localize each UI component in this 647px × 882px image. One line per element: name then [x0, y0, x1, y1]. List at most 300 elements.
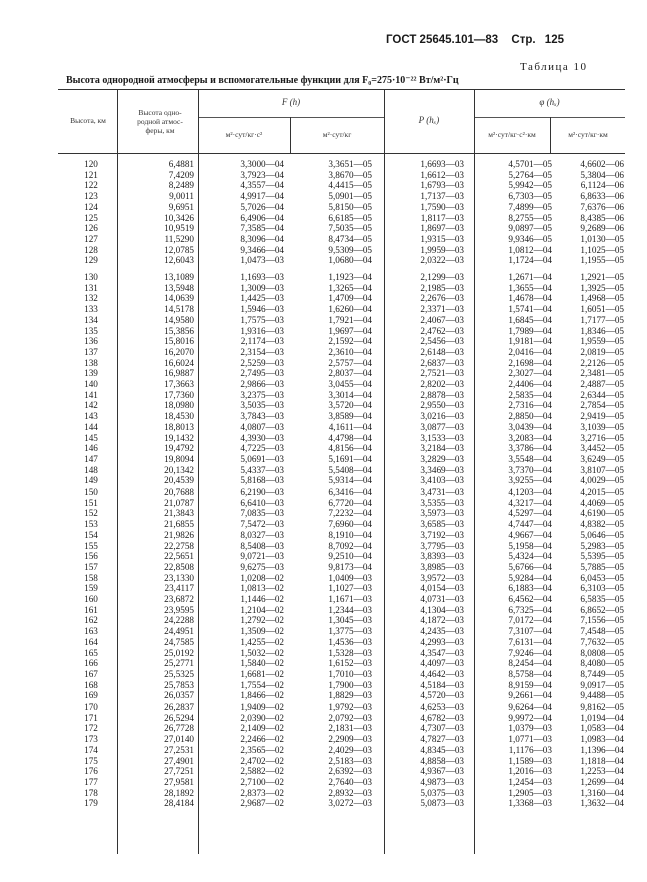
cell-p: 4,2435—03: [420, 626, 464, 637]
table-row: [0, 573, 647, 583]
cell-phi-1: 1,6845—04: [508, 314, 552, 325]
cell-phi-1: 8,9159—04: [508, 679, 552, 690]
cell-height: 151: [84, 497, 98, 508]
cell-height: 169: [84, 690, 98, 701]
cell-p: 1,7137—03: [420, 191, 464, 202]
cell-p: 2,9550—03: [420, 400, 464, 411]
cell-p: 5,0375—03: [420, 787, 464, 798]
cell-p: 4,5720—03: [420, 690, 464, 701]
cell-homogeneous-height: 26,2837: [164, 702, 194, 712]
cell-p: 2,3371—03: [420, 304, 464, 315]
cell-f-2: 3,0272—03: [328, 798, 372, 809]
cell-f-2: 1,7900—03: [328, 679, 372, 690]
cell-phi-1: 5,2764—05: [508, 169, 552, 180]
cell-f-1: 4,3557—04: [240, 180, 284, 191]
cell-phi-2: 5,2983—05: [580, 540, 624, 551]
cell-phi-2: 8,7449—05: [580, 668, 624, 679]
table-row: [0, 326, 647, 336]
cell-f-2: 2,2909—03: [328, 734, 372, 745]
cell-height: 122: [84, 180, 98, 191]
cell-homogeneous-height: 16,9887: [164, 368, 194, 379]
cell-f-1: 1,5946—03: [240, 304, 284, 315]
cell-p: 4,9367—03: [420, 766, 464, 777]
table-row: [0, 690, 647, 700]
cell-homogeneous-height: 13,5948: [164, 282, 194, 293]
cell-homogeneous-height: 22,8508: [164, 561, 194, 572]
table-row: [0, 213, 647, 223]
cell-p: 4,6253—03: [420, 702, 464, 712]
standard-number: ГОСТ 25645.101—83: [386, 34, 499, 46]
cell-f-2: 1,4536—03: [328, 636, 372, 647]
cell-phi-1: 4,9667—04: [508, 529, 552, 540]
table-row: [0, 368, 647, 378]
cell-phi-2: 7,7632—05: [580, 636, 624, 647]
cell-f-1: 5,0691—03: [240, 453, 284, 464]
cell-homogeneous-height: 9,6951: [168, 201, 194, 212]
cell-phi-2: 6,3103—05: [580, 583, 624, 594]
cell-phi-1: 2,4406—04: [508, 379, 552, 389]
cell-height: 147: [84, 453, 98, 464]
cell-phi-1: 1,5741—04: [508, 304, 552, 315]
cell-phi-1: 5,9942—05: [508, 180, 552, 191]
cell-f-1: 1,1693—03: [240, 272, 284, 282]
cell-phi-1: 7,4899—05: [508, 201, 552, 212]
cell-p: 4,9873—03: [420, 776, 464, 787]
cell-homogeneous-height: 8,2489: [168, 180, 194, 191]
cell-p: 4,4097—03: [420, 658, 464, 669]
cell-p: 2,6148—03: [420, 346, 464, 357]
cell-f-1: 1,5032—02: [240, 647, 284, 658]
cell-f-1: 2,0390—02: [240, 712, 284, 723]
cell-phi-1: 6,1883—04: [508, 583, 552, 594]
cell-height: 149: [84, 475, 98, 486]
cell-height: 148: [84, 464, 98, 475]
cell-p: 2,8202—03: [420, 379, 464, 389]
cell-phi-1: 9,6264—04: [508, 702, 552, 712]
cell-f-2: 2,3610—04: [328, 346, 372, 357]
cell-phi-2: 1,3925—05: [580, 282, 624, 293]
cell-phi-1: 1,0812—04: [508, 244, 552, 255]
cell-homogeneous-height: 28,4184: [164, 798, 194, 809]
table-top-rule: [58, 89, 625, 90]
cell-f-1: 1,2792—02: [240, 615, 284, 626]
cell-phi-2: 1,1818—04: [580, 755, 624, 766]
cell-p: 3,1533—03: [420, 432, 464, 443]
cell-p: 1,7590—03: [420, 201, 464, 212]
header-p: P (hₓ): [418, 115, 440, 125]
cell-phi-1: 2,7316—04: [508, 400, 552, 411]
cell-f-1: 1,2104—02: [240, 604, 284, 615]
cell-p: 2,0322—03: [420, 255, 464, 266]
cell-height: 162: [84, 615, 98, 626]
cell-f-2: 1,9792—03: [328, 702, 372, 712]
cell-phi-1: 1,1589—03: [508, 755, 552, 766]
cell-phi-1: 7,0172—04: [508, 615, 552, 626]
cell-f-1: 1,3509—02: [240, 626, 284, 637]
cell-height: 135: [84, 325, 98, 336]
cell-phi-2: 1,1396—04: [580, 744, 624, 755]
cell-f-2: 1,0680—04: [328, 255, 372, 266]
cell-p: 4,2993—03: [420, 636, 464, 647]
table-row: [0, 379, 647, 389]
cell-homogeneous-height: 25,7853: [164, 679, 194, 690]
cell-f-1: 1,4425—03: [240, 293, 284, 304]
table-row: [0, 272, 647, 282]
cell-f-1: 1,6681—02: [240, 668, 284, 679]
cell-height: 138: [84, 357, 98, 368]
cell-p: 1,6793—03: [420, 180, 464, 191]
cell-height: 178: [84, 787, 98, 798]
cell-p: 3,2829—03: [420, 453, 464, 464]
cell-f-2: 1,3775—03: [328, 626, 372, 637]
cell-phi-2: 1,3160—04: [580, 787, 624, 798]
cell-p: 1,6612—03: [420, 169, 464, 180]
cell-homogeneous-height: 21,6855: [164, 519, 194, 530]
cell-height: 130: [84, 272, 98, 282]
cell-phi-1: 5,6766—04: [508, 561, 552, 572]
cell-phi-2: 1,6051—05: [580, 304, 624, 315]
cell-f-1: 7,5472—03: [240, 519, 284, 530]
cell-f-2: 1,3045—03: [328, 615, 372, 626]
running-head: [380, 34, 630, 46]
cell-homogeneous-height: 18,4530: [164, 411, 194, 422]
cell-f-2: 6,3416—04: [328, 487, 372, 497]
cell-p: 3,7795—03: [420, 540, 464, 551]
cell-phi-2: 5,7885—05: [580, 561, 624, 572]
cell-phi-2: 1,1025—05: [580, 244, 624, 255]
cell-height: 124: [84, 201, 98, 212]
table-row: [0, 422, 647, 432]
cell-height: 175: [84, 755, 98, 766]
cell-f-2: 1,6152—03: [328, 658, 372, 669]
cell-height: 134: [84, 314, 98, 325]
cell-p: 3,9572—03: [420, 572, 464, 583]
cell-f-1: 1,7554—02: [240, 679, 284, 690]
cell-f-2: 5,9314—04: [328, 475, 372, 486]
cell-phi-1: 8,2454—04: [508, 658, 552, 669]
cell-phi-2: 3,4452—05: [580, 443, 624, 454]
cell-phi-2: 3,2716—05: [580, 432, 624, 443]
table-caption: Высота однородной атмосферы и вспомогательные функции для F₀=275·10⁻²² Вт/м²·Гц: [66, 75, 459, 86]
cell-f-2: 5,1691—04: [328, 453, 372, 464]
cell-phi-1: 7,3107—04: [508, 626, 552, 637]
cell-f-2: 1,1671—03: [328, 594, 372, 604]
cell-f-2: 4,4415—05: [328, 180, 372, 191]
cell-homogeneous-height: 15,3856: [164, 325, 194, 336]
cell-p: 3,8985—03: [420, 561, 464, 572]
table-row: [0, 626, 647, 636]
cell-phi-2: 1,0194—04: [580, 712, 624, 723]
cell-homogeneous-height: 19,1432: [164, 432, 194, 443]
cell-phi-2: 2,7854—05: [580, 400, 624, 411]
cell-height: 164: [84, 636, 98, 647]
table-row: [0, 798, 647, 808]
cell-p: 2,1985—03: [420, 282, 464, 293]
cell-height: 158: [84, 572, 98, 583]
page-number: 125: [544, 34, 564, 46]
cell-height: 172: [84, 723, 98, 734]
cell-f-1: 1,0208—02: [240, 572, 284, 583]
table-row: [0, 702, 647, 712]
f-subheader-rule: [198, 117, 384, 118]
cell-homogeneous-height: 18,8013: [164, 421, 194, 432]
header-phi-unit-2: м²·сут/кг·км: [568, 130, 608, 139]
table-row: [0, 234, 647, 244]
header-f-unit-2: м²·сут/кг: [322, 130, 352, 139]
cell-f-2: 1,2344—03: [328, 604, 372, 615]
cell-f-1: 3,5035—03: [240, 400, 284, 411]
cell-f-2: 3,8670—05: [328, 169, 372, 180]
cell-height: 144: [84, 421, 98, 432]
cell-phi-2: 4,2015—05: [580, 487, 624, 497]
cell-phi-1: 1,1176—03: [508, 744, 552, 755]
cell-p: 1,9315—03: [420, 233, 464, 244]
cell-f-2: 3,0455—04: [328, 379, 372, 389]
cell-height: 156: [84, 551, 98, 562]
cell-p: 3,2184—03: [420, 443, 464, 454]
cell-homogeneous-height: 17,3663: [164, 379, 194, 389]
cell-homogeneous-height: 16,6024: [164, 357, 194, 368]
cell-homogeneous-height: 21,0787: [164, 497, 194, 508]
cell-phi-2: 2,4887—05: [580, 379, 624, 389]
header-homogeneous-height: Высота одно-родной атмос-феры, км: [137, 108, 183, 135]
cell-height: 170: [84, 702, 98, 712]
cell-homogeneous-height: 21,3843: [164, 508, 194, 519]
table-row: [0, 315, 647, 325]
table-row: [0, 465, 647, 475]
cell-f-1: 8,5408—03: [240, 540, 284, 551]
page-label: Стр.: [511, 34, 536, 46]
header-f-unit-1: м²·сут/кг·с²: [225, 130, 263, 139]
cell-phi-2: 1,0583—04: [580, 723, 624, 734]
cell-p: 1,8697—03: [420, 223, 464, 234]
table-row: [0, 487, 647, 497]
cell-f-1: 3,2375—03: [240, 389, 284, 400]
cell-p: 1,6693—03: [420, 159, 464, 169]
cell-phi-2: 1,0130—05: [580, 233, 624, 244]
cell-f-2: 5,5408—04: [328, 464, 372, 475]
cell-f-1: 2,5882—02: [240, 766, 284, 777]
cell-f-1: 4,9917—04: [240, 191, 284, 202]
cell-f-2: 1,4709—04: [328, 293, 372, 304]
cell-f-2: 2,0792—03: [328, 712, 372, 723]
table-row: [0, 347, 647, 357]
cell-phi-1: 2,5835—04: [508, 389, 552, 400]
cell-phi-1: 7,6131—04: [508, 636, 552, 647]
cell-phi-1: 3,5548—04: [508, 453, 552, 464]
cell-height: 126: [84, 223, 98, 234]
cell-homogeneous-height: 15,8016: [164, 336, 194, 347]
cell-phi-1: 1,9181—04: [508, 336, 552, 347]
cell-f-2: 1,1027—03: [328, 583, 372, 594]
table-row: [0, 358, 647, 368]
table-row: [0, 562, 647, 572]
cell-height: 159: [84, 583, 98, 594]
table-row: [0, 390, 647, 400]
cell-f-1: 1,3009—03: [240, 282, 284, 293]
cell-f-2: 4,4798—04: [328, 432, 372, 443]
cell-f-2: 2,8932—03: [328, 787, 372, 798]
cell-f-1: 2,9687—02: [240, 798, 284, 809]
cell-height: 145: [84, 432, 98, 443]
table-row: [0, 723, 647, 733]
table-row: [0, 255, 647, 265]
table-row: [0, 433, 647, 443]
cell-p: 3,3469—03: [420, 464, 464, 475]
cell-f-1: 5,8168—03: [240, 475, 284, 486]
cell-phi-2: 3,8107—05: [580, 464, 624, 475]
cell-f-2: 2,8037—04: [328, 368, 372, 379]
cell-height: 153: [84, 519, 98, 530]
cell-f-2: 2,5757—04: [328, 357, 372, 368]
cell-f-1: 8,0327—03: [240, 529, 284, 540]
cell-f-2: 3,3651—05: [328, 159, 372, 169]
cell-p: 4,3547—03: [420, 647, 464, 658]
cell-phi-2: 4,0029—05: [580, 475, 624, 486]
cell-homogeneous-height: 28,1892: [164, 787, 194, 798]
cell-height: 166: [84, 658, 98, 669]
cell-homogeneous-height: 25,5325: [164, 668, 194, 679]
cell-f-1: 1,0473—03: [240, 255, 284, 266]
table-row: [0, 304, 647, 314]
cell-height: 154: [84, 529, 98, 540]
cell-f-2: 6,7720—04: [328, 497, 372, 508]
cell-homogeneous-height: 12,0785: [164, 244, 194, 255]
cell-phi-1: 8,2755—05: [508, 212, 552, 223]
table-row: [0, 594, 647, 604]
table-row: [0, 159, 647, 169]
cell-f-2: 5,8150—05: [328, 201, 372, 212]
cell-homogeneous-height: 27,9581: [164, 776, 194, 787]
cell-height: 142: [84, 400, 98, 411]
cell-f-2: 1,7921—04: [328, 314, 372, 325]
cell-phi-1: 4,3217—04: [508, 497, 552, 508]
cell-p: 3,0216—03: [420, 411, 464, 422]
cell-f-2: 9,2510—04: [328, 551, 372, 562]
cell-height: 146: [84, 443, 98, 454]
cell-f-1: 6,2190—03: [240, 487, 284, 497]
cell-f-1: 2,7495—03: [240, 368, 284, 379]
table-row: [0, 541, 647, 551]
cell-phi-1: 1,2454—03: [508, 776, 552, 787]
table-row: [0, 180, 647, 190]
cell-height: 120: [84, 159, 98, 169]
cell-height: 123: [84, 191, 98, 202]
cell-phi-2: 9,8162—05: [580, 702, 624, 712]
cell-phi-1: 2,0416—04: [508, 346, 552, 357]
table-row: [0, 519, 647, 529]
cell-phi-2: 9,0917—05: [580, 679, 624, 690]
cell-phi-1: 1,2905—03: [508, 787, 552, 798]
cell-phi-2: 5,3804—06: [580, 169, 624, 180]
cell-height: 177: [84, 776, 98, 787]
cell-p: 1,8117—03: [420, 212, 464, 223]
cell-f-1: 5,4337—03: [240, 464, 284, 475]
header-f-group: F (h): [281, 97, 301, 107]
cell-phi-2: 9,2689—06: [580, 223, 624, 234]
cell-f-2: 4,1611—04: [328, 421, 372, 432]
cell-f-1: 2,1409—02: [240, 723, 284, 734]
cell-homogeneous-height: 20,1342: [164, 464, 194, 475]
cell-p: 4,7307—03: [420, 723, 464, 734]
cell-f-1: 4,0807—03: [240, 421, 284, 432]
cell-homogeneous-height: 17,7360: [164, 389, 194, 400]
cell-height: 155: [84, 540, 98, 551]
cell-height: 173: [84, 734, 98, 745]
cell-height: 168: [84, 679, 98, 690]
cell-homogeneous-height: 12,6043: [164, 255, 194, 266]
table-row: [0, 283, 647, 293]
cell-p: 4,1304—03: [420, 604, 464, 615]
cell-homogeneous-height: 27,4901: [164, 755, 194, 766]
cell-f-2: 8,7092—04: [328, 540, 372, 551]
table-row: [0, 170, 647, 180]
cell-homogeneous-height: 21,9826: [164, 529, 194, 540]
table-row: [0, 637, 647, 647]
cell-p: 4,4642—03: [420, 668, 464, 679]
table-row: [0, 336, 647, 346]
cell-height: 174: [84, 744, 98, 755]
cell-p: 2,7521—03: [420, 368, 464, 379]
cell-phi-1: 3,2083—04: [508, 432, 552, 443]
cell-f-1: 3,3000—04: [240, 159, 284, 169]
cell-f-2: 6,6185—05: [328, 212, 372, 223]
cell-phi-2: 1,9559—05: [580, 336, 624, 347]
cell-f-2: 5,0901—05: [328, 191, 372, 202]
cell-p: 4,8345—03: [420, 744, 464, 755]
cell-height: 139: [84, 368, 98, 379]
cell-f-2: 1,3265—04: [328, 282, 372, 293]
table-row: [0, 713, 647, 723]
cell-homogeneous-height: 13,1089: [164, 272, 194, 282]
header-height: Высота, км: [70, 116, 106, 125]
cell-f-2: 7,6960—04: [328, 519, 372, 530]
cell-phi-1: 4,7447—04: [508, 519, 552, 530]
table-row: [0, 745, 647, 755]
cell-p: 4,7827—03: [420, 734, 464, 745]
cell-height: 129: [84, 255, 98, 266]
cell-f-2: 3,5720—04: [328, 400, 372, 411]
cell-phi-2: 2,2126—05: [580, 357, 624, 368]
cell-phi-1: 1,2016—03: [508, 766, 552, 777]
cell-phi-2: 2,6344—05: [580, 389, 624, 400]
cell-height: 125: [84, 212, 98, 223]
cell-p: 2,6837—03: [420, 357, 464, 368]
cell-f-2: 7,2232—04: [328, 508, 372, 519]
cell-phi-2: 8,0808—05: [580, 647, 624, 658]
cell-height: 176: [84, 766, 98, 777]
cell-f-1: 1,0813—02: [240, 583, 284, 594]
cell-height: 141: [84, 389, 98, 400]
cell-f-2: 3,3014—04: [328, 389, 372, 400]
table-row: [0, 508, 647, 518]
cell-phi-1: 9,9346—05: [508, 233, 552, 244]
cell-homogeneous-height: 26,7728: [164, 723, 194, 734]
cell-phi-2: 1,2921—05: [580, 272, 624, 282]
cell-phi-2: 4,6190—05: [580, 508, 624, 519]
cell-height: 167: [84, 668, 98, 679]
cell-height: 131: [84, 282, 98, 293]
table-row: [0, 530, 647, 540]
header-phi-group: φ (hₓ): [539, 97, 560, 107]
cell-p: 3,7192—03: [420, 529, 464, 540]
cell-homogeneous-height: 10,3426: [164, 212, 194, 223]
cell-homogeneous-height: 26,5294: [164, 712, 194, 723]
cell-height: 121: [84, 169, 98, 180]
cell-f-2: 1,5328—03: [328, 647, 372, 658]
cell-phi-1: 1,3655—04: [508, 282, 552, 293]
cell-phi-2: 2,3481—05: [580, 368, 624, 379]
